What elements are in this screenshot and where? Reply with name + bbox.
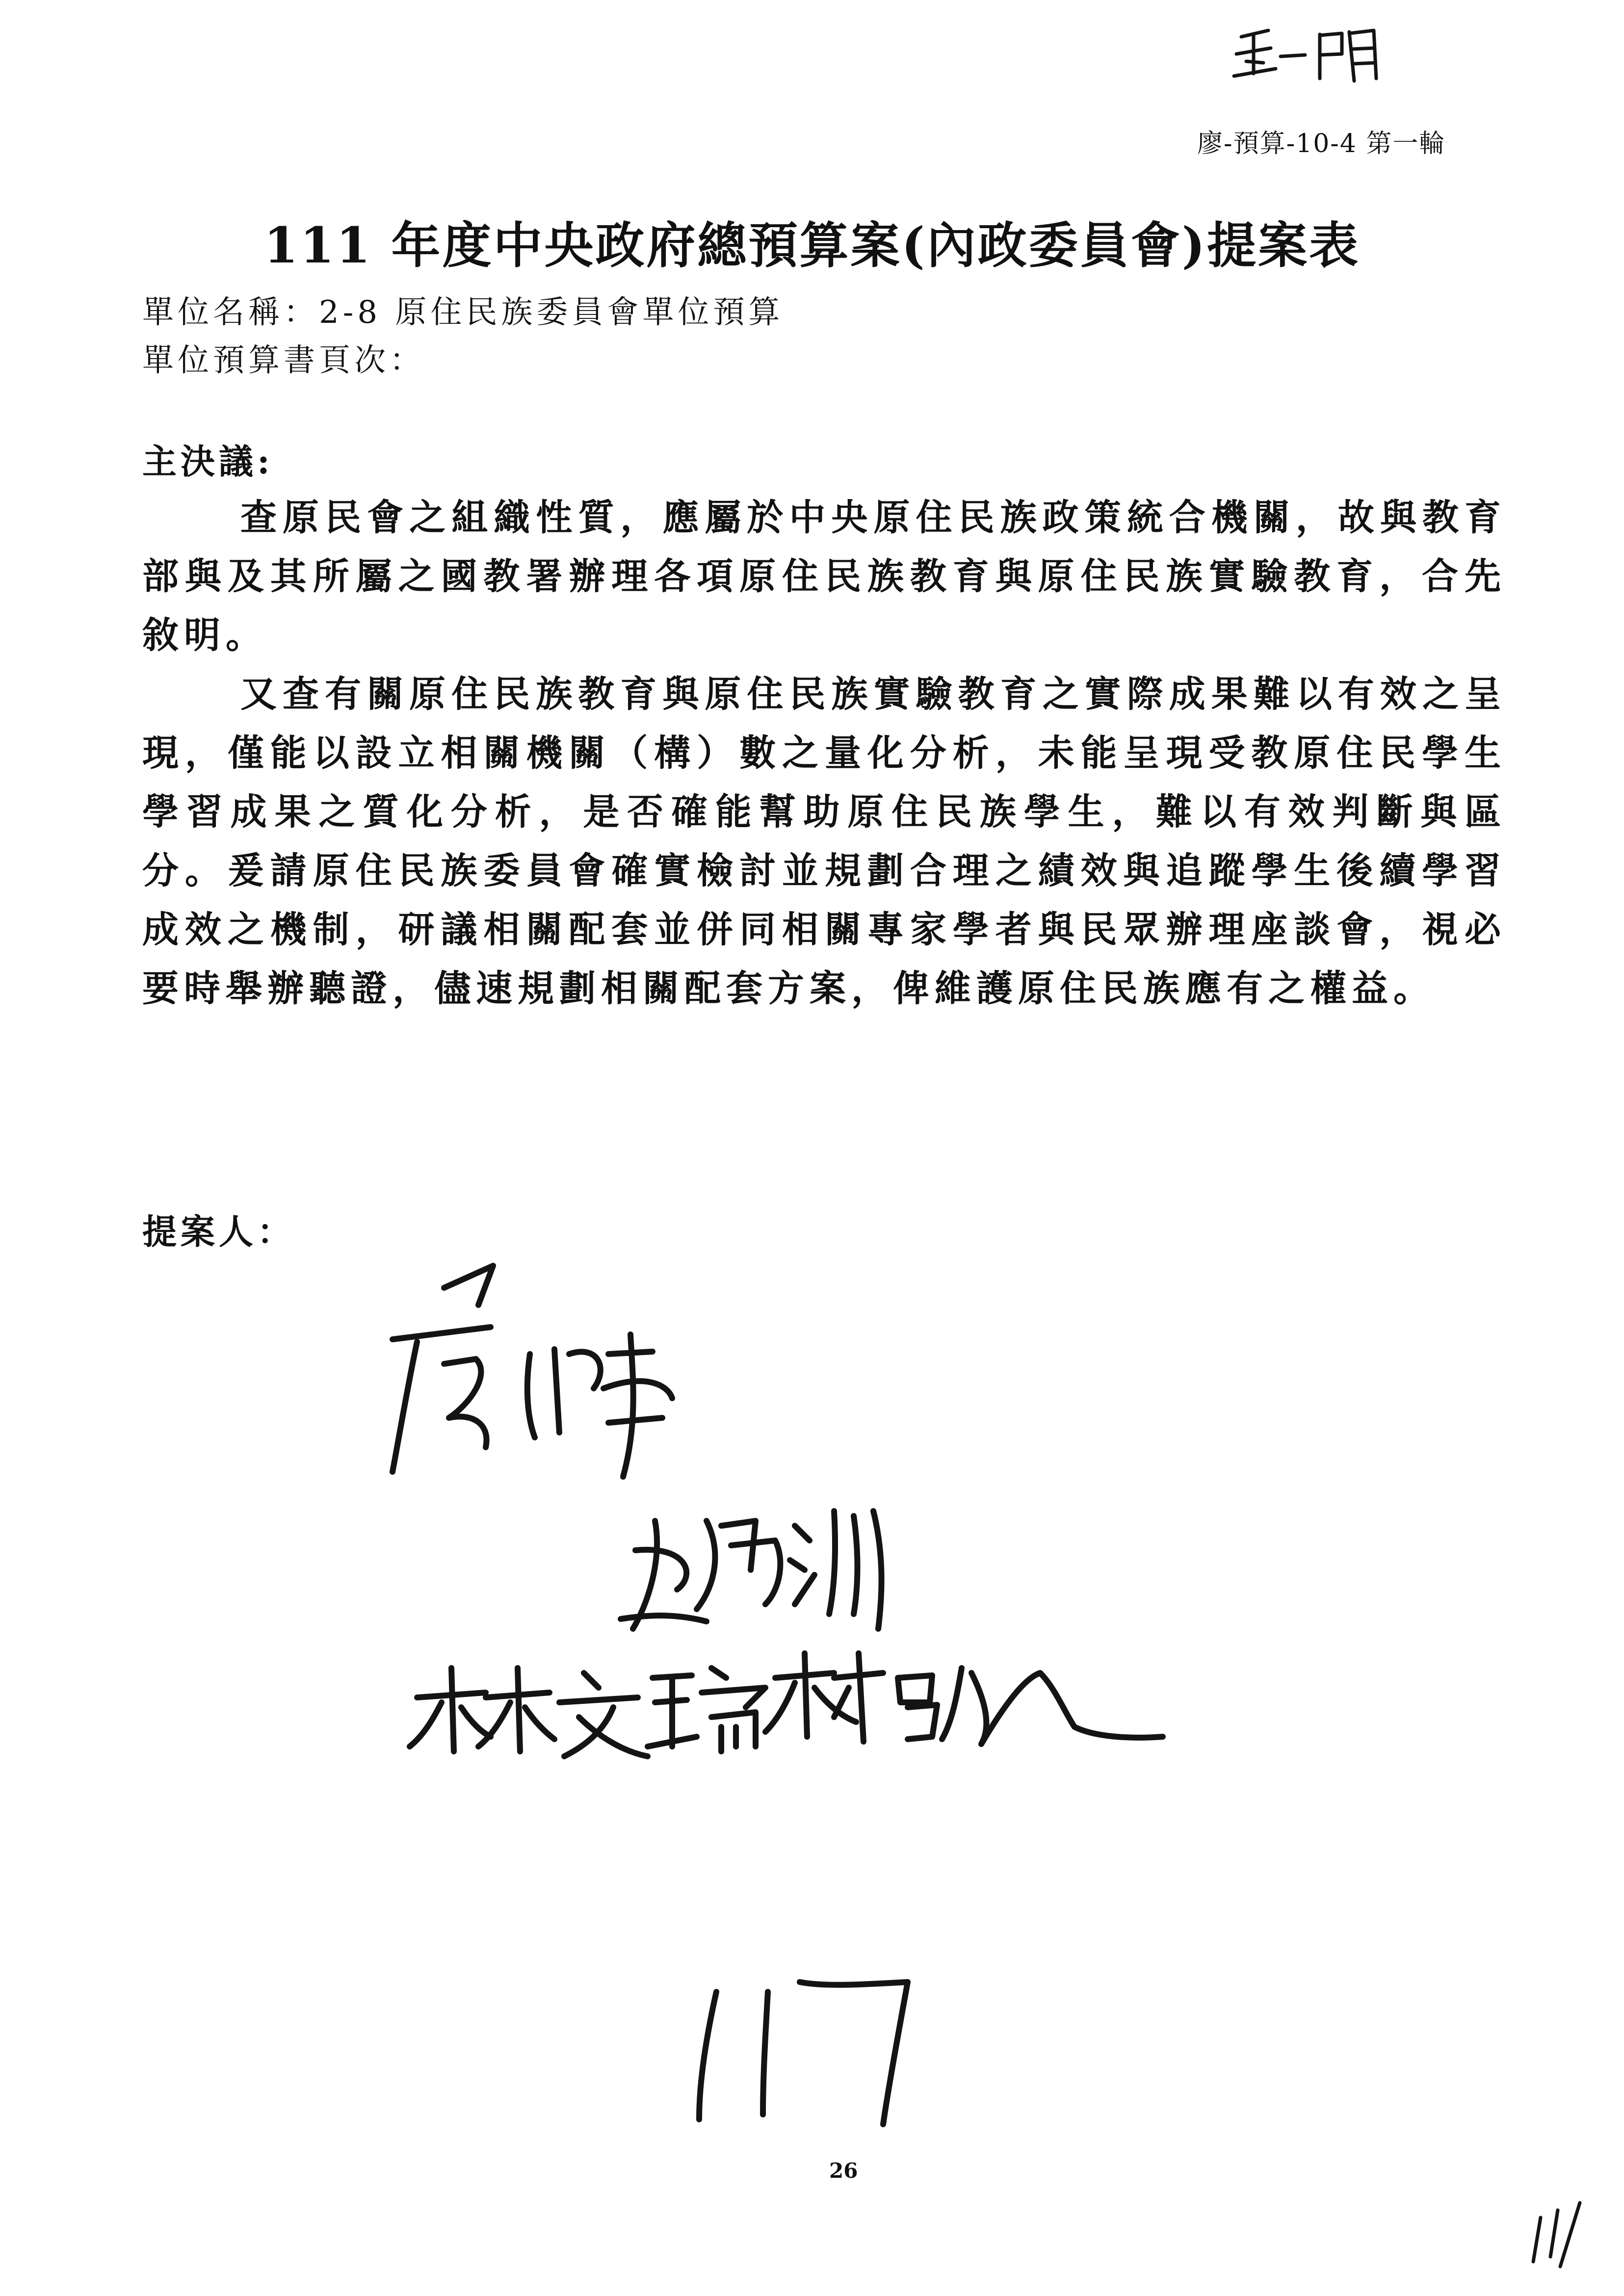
resolution-paragraph-2: 又查有關原住民族教育與原住民族實驗教育之實際成果難以有效之呈現，僅能以設立相關機關（構）數之量化分析，未能呈現受教原住民學生學習成果之質化分析，是否確能幫助原住民族學生，難以有效判斷與區分。爰請原住民族委員會確實檢討並規劃合理之績效與追蹤學生後續學習成效之機制，研議相關配套並併同相關專家學者與民眾辦理座談會，視必要時舉辦聽證，儘速規劃相關配套方案，俾維護原住民族應有之權益。	[142, 673, 1506, 1010]
handwritten-note-top-right	[1234, 30, 1376, 81]
signature-4	[765, 1653, 1163, 1744]
unit-page-line: 單位預算書頁次：	[142, 342, 425, 379]
resolution-heading: 主決議:	[142, 441, 274, 482]
signature-1	[393, 1266, 672, 1477]
page-title: 111 年度中央政府總預算案(內政委員會)提案表	[263, 216, 1361, 274]
handwritten-proposal-number	[699, 1982, 908, 2124]
signature-3	[410, 1668, 765, 1756]
document-code: 廖-預算-10-4 第一輪	[1197, 129, 1446, 158]
unit-name-line: 單位名稱：2-8 原住民族委員會單位預算	[142, 294, 784, 331]
page-number: 26	[829, 2159, 858, 2183]
proposer-label: 提案人：	[142, 1211, 295, 1252]
resolution-paragraph-1: 查原民會之組織性質，應屬於中央原住民族政策統合機關，故與教育部與及其所屬之國教署辦理各項原住民族教育與原住民族實驗教育，合先敘明。	[142, 496, 1506, 656]
signature-2	[621, 1511, 882, 1629]
handwritten-corner-mark	[1533, 2203, 1580, 2267]
